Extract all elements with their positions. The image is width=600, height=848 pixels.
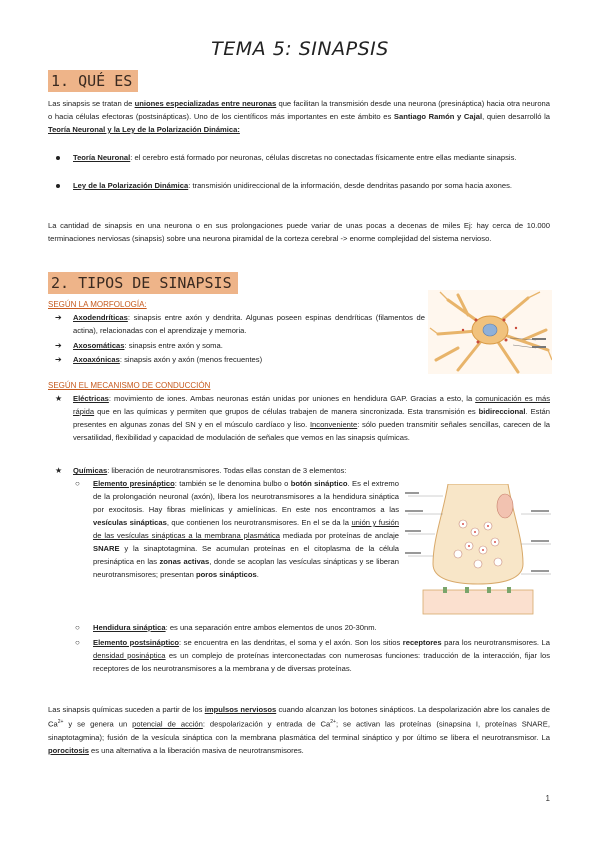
text-fragment: y la sinaptotagmina. Se acumulan proteínas en el citoplasma de la célula presináptica en las	[93, 544, 399, 566]
text-vesiculas: vesículas sinápticas	[93, 518, 167, 527]
text-fragment: , donde se acoplan las vesículas sinápticas y se liberan neurotransmisores; presentan	[93, 557, 400, 579]
text-fragment: para los neurotransmisores. La	[441, 638, 550, 647]
text-fragment: .	[256, 570, 259, 579]
page-title: TEMA 5: SINAPSIS	[211, 38, 389, 60]
list-item-hendidura	[93, 621, 550, 634]
text-bidireccional: bidireccional	[478, 407, 526, 416]
list-item-teoria-neuronal	[73, 151, 550, 164]
intro-name-cajal: Santiago Ramón y Cajal	[393, 112, 483, 121]
text-teoria-neuronal: : el cerebro está formado por neuronas, células discretas no conectadas físicamente entre ellas mediante sinapsis.	[130, 153, 517, 162]
term-teoria-neuronal: Teoría Neuronal	[73, 153, 131, 162]
intro-text-e: , quien desarrolló la	[482, 112, 550, 121]
text-fragment: cuando alcanzan los botones sinápticos. La despolarización abre los canales de Ca	[48, 705, 550, 729]
text-axodendriticas: : sinapsis entre axón y dendrita. Algunas poseen espinas dendríticas (filamentos de actina), relacionadas con el aprendizaje y memoria.	[73, 313, 425, 335]
term-presinaptico: Elemento presináptico	[93, 479, 175, 488]
text-fragment: . Están presentes en algunas zonas del SN y en el músculo cardíaco y liso.	[73, 407, 551, 429]
circle-bullet-icon: ○	[75, 623, 80, 632]
text-fragment: : también se le denomina bulbo o	[174, 479, 291, 488]
page-number: 1	[545, 794, 550, 803]
list-item-quimicas	[73, 464, 550, 477]
text-zonas-activas: zonas activas	[159, 557, 210, 566]
bullet-dot-icon	[56, 179, 60, 192]
arrow-icon: ➔	[55, 355, 62, 364]
list-item-electricas	[73, 392, 550, 444]
list-item-axoaxonicas	[73, 353, 425, 366]
text-poros: poros sinápticos	[196, 570, 257, 579]
intro-term-teoria: Teoría Neuronal y la Ley de la Polarización Dinámica:	[48, 125, 240, 134]
text-potencial-accion: potencial de acción	[132, 719, 203, 729]
section-heading-tipos: 2. TIPOS DE SINAPSIS	[48, 272, 238, 294]
text-fragment: es una alternativa a la liberación masiva de neurotransmisores.	[88, 745, 304, 755]
term-ley-polarizacion: Ley de la Polarización Dinámica	[73, 181, 189, 190]
paragraph-cantidad-sinapsis: La cantidad de sinapsis en una neurona o en sus prolongaciones puede variar de unas pocas a decenas de miles Ej: hay cerca de 10.000 terminaciones nerviosas (sinapsis) sobre una neurona piramidal de la corteza cerebral -> enorme complejidad del sistema nervioso.	[48, 221, 550, 243]
intro-text-a: Las sinapsis se tratan de	[48, 99, 135, 108]
text-impulsos-nerviosos: impulsos nerviosos	[204, 705, 277, 714]
text-comunicacion-rapida: comunicación es más rápida	[73, 394, 550, 416]
circle-bullet-icon: ○	[75, 638, 80, 647]
term-electricas: Eléctricas	[73, 394, 109, 403]
list-item-presinaptico	[93, 477, 399, 581]
text-fragment: ; se activan las proteínas (sinapsina I, proteínas SNARE, sinaptotagmina); fusión de la vesícula sináptica con la membrana plasmática del terminal sináptico y por último se libera el neurotransmisor. La	[48, 719, 550, 742]
superscript: 2+	[330, 719, 336, 725]
text-hendidura: : es una separación entre ambos elementos de unos 20-30nm.	[165, 623, 377, 632]
term-axodendriticas: Axodendríticas	[73, 313, 128, 322]
list-item-axosomaticas	[73, 339, 425, 352]
text-fragment: . Es el extremo de la prolongación neuronal (axón), libera los neurotransmisores a la hendidura sináptica por exocitosis. Hay fibras mielínicas y amielínicas. En este nos encontramos a las	[93, 479, 399, 514]
text-fragment: : movimiento de iones. Ambas neuronas están unidas por uniones en hendidura GAP. Gracias a esto, la	[108, 394, 476, 403]
text-fragment: , que contienen los neurotransmisores. En el se da la	[166, 518, 352, 527]
text-porocitosis: porocitosis	[48, 745, 89, 755]
text-boton-sinaptico: botón sináptico	[290, 479, 348, 488]
term-postsinaptico: Elemento postsináptico	[93, 638, 180, 647]
star-icon: ★	[55, 466, 63, 475]
intro-term-uniones: uniones especializadas entre neuronas	[134, 99, 277, 108]
arrow-icon: ➔	[55, 313, 62, 322]
list-item-axodendriticas	[73, 311, 425, 337]
list-item-ley-polarizacion	[73, 179, 550, 192]
term-quimicas: Químicas	[73, 466, 108, 475]
text-fragment: mediada por proteínas de anclaje	[279, 531, 400, 540]
synapse-diagram	[403, 484, 553, 620]
term-axosomaticas: Axosomáticas	[73, 341, 125, 350]
neuron-illustration	[428, 290, 552, 374]
text-fragment: que en las químicas y permiten que grupos de células trabajen de manera sincronizada. Esta transmisión es	[94, 407, 479, 416]
term-axoaxonicas: Axoaxónicas	[73, 355, 120, 364]
text-inconveniente: Inconveniente	[309, 420, 358, 429]
text-ley-polarizacion: : transmisión unidireccional de la información, desde dendritas pasando por soma hacia axones.	[188, 181, 512, 190]
star-icon: ★	[55, 394, 63, 403]
text-union-fusion: unión y fusión de las vesículas sinápticas a la membrana plasmática	[93, 518, 400, 540]
text-fragment: : despolarización y entrada de Ca	[202, 719, 331, 729]
text-fragment: es un complejo de proteínas interconectadas con numerosas funciones: traducción de la interacción, fijar los receptores de los neurotransmisores a la membrana y de diversas proteínas.	[93, 651, 550, 673]
bullet-dot-icon	[56, 151, 60, 164]
text-fragment: y se genera un	[63, 719, 133, 729]
intro-text-c: que facilitan la transmisión desde una neurona (presináptica) hacia otra neurona o hacia células efectoras (postsinápticas). Uno de los científicos más importantes en este ámbito es	[48, 99, 550, 121]
arrow-icon: ➔	[55, 341, 62, 350]
list-item-postsinaptico	[93, 636, 550, 675]
text-axosomaticas: : sinapsis entre axón y soma.	[124, 341, 223, 350]
text-snare: SNARE	[93, 544, 120, 553]
subheading-mecanismo: SEGÚN EL MECANISMO DE CONDUCCIÓN	[48, 381, 211, 390]
text-receptores: receptores	[402, 638, 442, 647]
text-fragment: : se encuentra en las dendritas, el soma y el axón. Son los sitios	[179, 638, 403, 647]
text-densidad-posinaptica: densidad posináptica	[93, 651, 166, 660]
paragraph-sinapsis-quimicas	[48, 703, 550, 757]
text-axoaxonicas: : sinapsis axón y axón (menos frecuentes)	[119, 355, 263, 364]
superscript: 2+	[57, 719, 64, 725]
text-fragment: : sólo pueden transmitir señales sencillas, carecen de la versatilidad, flexibilidad y capacidad de modulación de señales que vemos en las sinapsis químicas.	[73, 420, 550, 442]
section-heading-que-es: 1. QUÉ ES	[48, 70, 138, 92]
intro-paragraph	[48, 97, 550, 136]
text-quimicas: : liberación de neurotransmisores. Todas ellas constan de 3 elementos:	[107, 466, 347, 475]
subheading-morfologia: SEGÚN LA MORFOLOGÍA:	[48, 300, 147, 309]
term-hendidura: Hendidura sináptica	[93, 623, 166, 632]
text-fragment: Las sinapsis químicas suceden a partir de los	[48, 705, 205, 714]
circle-bullet-icon: ○	[75, 479, 80, 488]
